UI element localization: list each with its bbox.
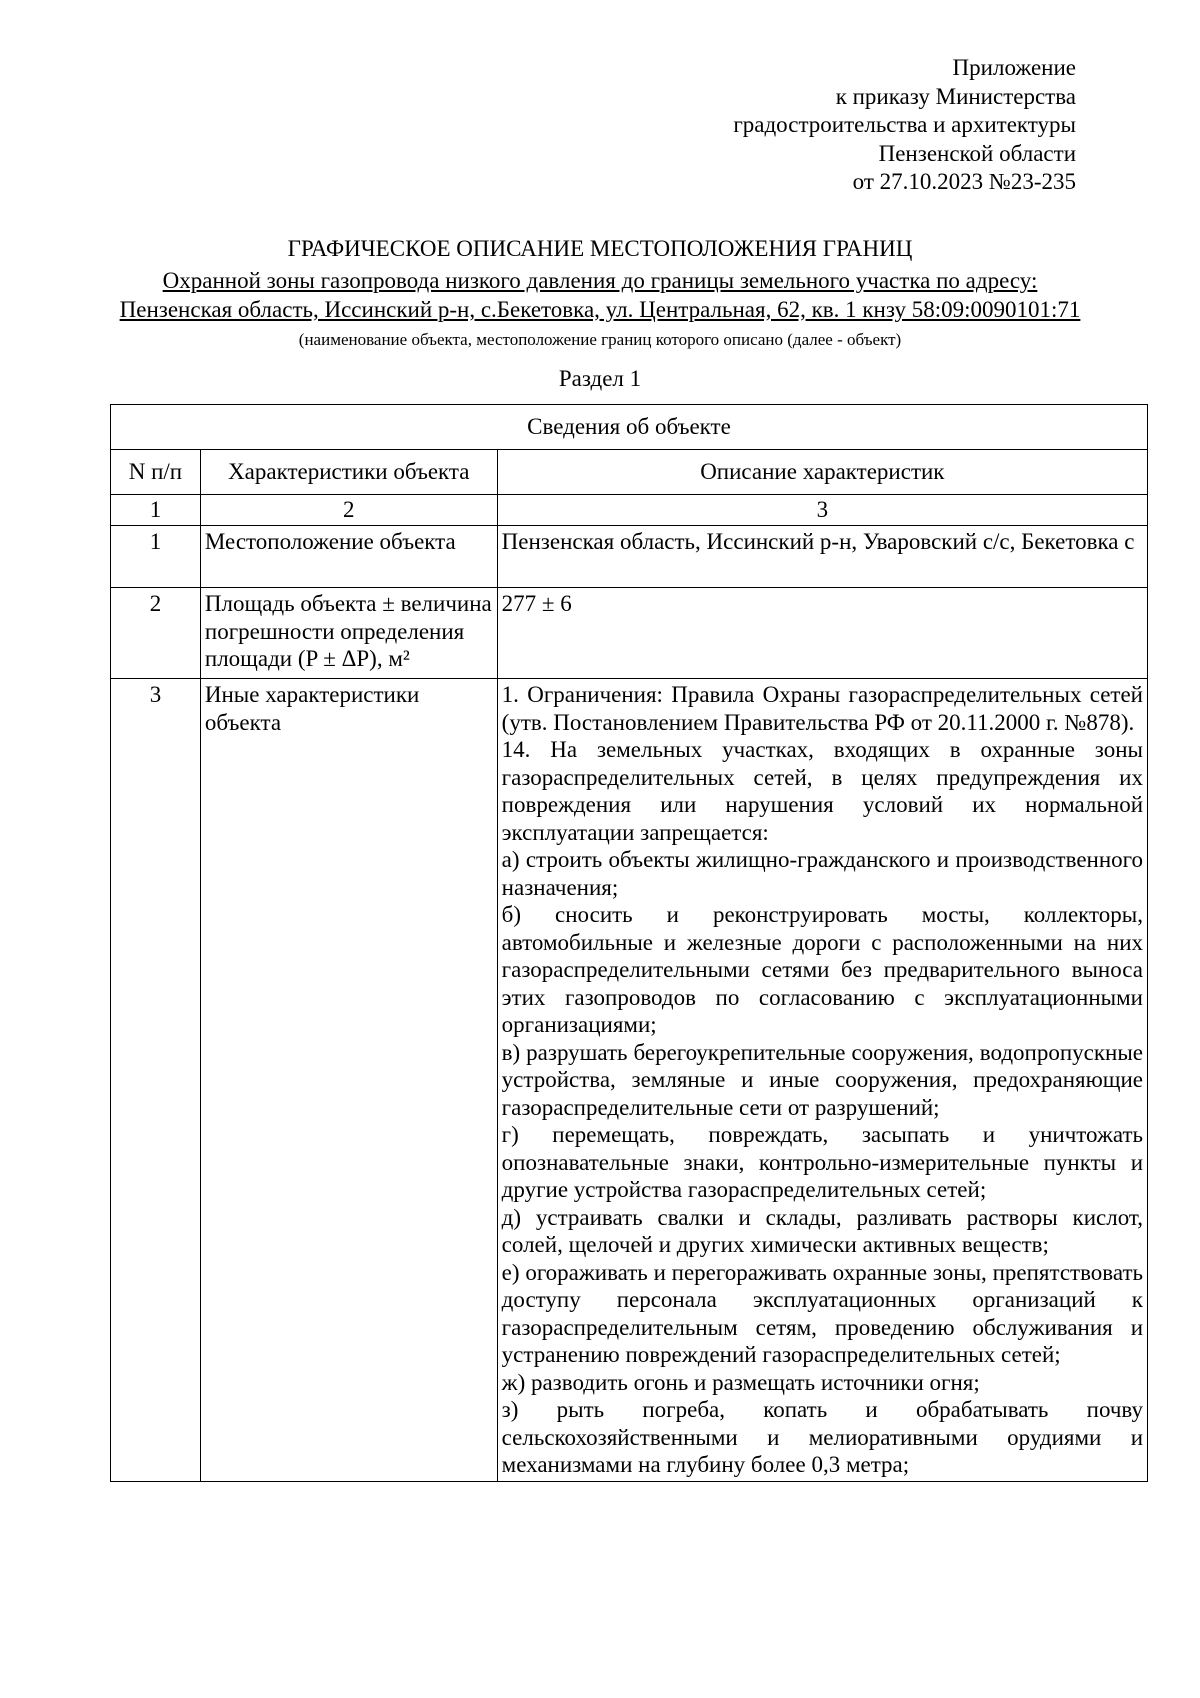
row-description: 277 ± 6 — [497, 588, 1147, 679]
row-characteristic: Иные характеристики объекта — [200, 679, 497, 1482]
restriction-paragraph: г) перемещать, повреждать, засыпать и уничтожать опознавательные знаки, контрольно-измерительные пункты и другие устройства газораспределительных сетей; — [501, 1122, 1143, 1202]
appendix-line: к приказу Министерства — [835, 83, 1076, 109]
table-caption: Сведения об объекте — [111, 405, 1148, 450]
section-heading: Раздел 1 — [558, 366, 642, 391]
column-number: 2 — [200, 495, 497, 526]
object-name-line-1: Охранной зоны газопровода низкого давления до границы земельного участка по адресу: — [162, 268, 1038, 293]
restriction-paragraph: в) разрушать берегоукрепительные сооружения, водопропускные устройства, земляные и иные сооружения, предохраняющие газораспределительные сети от разрушений; — [501, 1039, 1143, 1120]
object-info-table — [110, 404, 1148, 1482]
restriction-paragraph: б) сносить и реконструировать мосты, коллекторы, автомобильные и железные дороги с расположенными на них газораспределительными сетями без предварительного выноса этих газопроводов по согласованию с эксплуатационными организациями; — [501, 902, 1143, 1037]
row-characteristic: Площадь объекта ± величина погрешности определения площади (P ± ΔP), м² — [200, 588, 497, 679]
table-row — [111, 588, 1148, 679]
row-description — [497, 679, 1147, 1482]
restriction-paragraph: 14. На земельных участках, входящих в охранные зоны газораспределительных сетей, в целях предупреждения их повреждения или нарушения условий их нормальной эксплуатации запрещается: — [501, 737, 1143, 845]
header-num: N п/п — [111, 450, 201, 495]
column-number: 1 — [111, 495, 201, 526]
document-title: ГРАФИЧЕСКОЕ ОПИСАНИЕ МЕСТОПОЛОЖЕНИЯ ГРАНИЦ — [287, 236, 913, 261]
table-row — [111, 526, 1148, 588]
appendix-line: Приложение — [952, 55, 1076, 80]
restriction-paragraph: е) огораживать и перегораживать охранные зоны, препятствовать доступу персонала эксплуатационных организаций к газораспределительным сетям, проведению обслуживания и устранению повреждений газораспределительных сетей; — [501, 1259, 1143, 1367]
row-description: Пензенская область, Иссинский р-н, Уваровский с/с, Бекетовка с — [497, 526, 1147, 588]
restriction-paragraph: 1. Ограничения: Правила Охраны газораспределительных сетей (утв. Постановлением Правительства РФ от 20.11.2000 г. №878). — [501, 682, 1143, 735]
object-name-caption: (наименование объекта, местоположение границ которого описано (далее - объект) — [298, 330, 902, 349]
restriction-paragraph: ж) разводить огонь и размещать источники огня; — [501, 1369, 980, 1395]
column-number: 3 — [497, 495, 1147, 526]
row-number: 3 — [111, 679, 201, 1482]
appendix-line: градостроительства и архитектуры — [733, 112, 1076, 137]
appendix-line: от 27.10.2023 №23-235 — [852, 169, 1076, 194]
restriction-paragraph: д) устраивать свалки и склады, разливать растворы кислот, солей, щелочей и других химически активных веществ; — [501, 1204, 1143, 1257]
appendix-block — [733, 54, 1076, 197]
header-characteristic: Характеристики объекта — [200, 450, 497, 495]
table-row — [111, 679, 1148, 1482]
object-name-line-2: Пензенская область, Иссинский р-н, с.Бекетовка, ул. Центральная, 62, кв. 1 кнзу 58:09:0090101:71 — [119, 297, 1081, 322]
restriction-paragraph: з) рыть погреба, копать и обрабатывать почву сельскохозяйственными и мелиоративными орудиями и механизмами на глубину более 0,3 метра; — [501, 1397, 1143, 1477]
row-number: 2 — [111, 588, 201, 679]
row-number: 1 — [111, 526, 201, 588]
appendix-line: Пензенской области — [878, 140, 1076, 166]
header-description: Описание характеристик — [497, 450, 1147, 495]
row-characteristic: Местоположение объекта — [200, 526, 497, 588]
restriction-paragraph: а) строить объекты жилищно-гражданского и производственного назначения; — [501, 847, 1143, 900]
